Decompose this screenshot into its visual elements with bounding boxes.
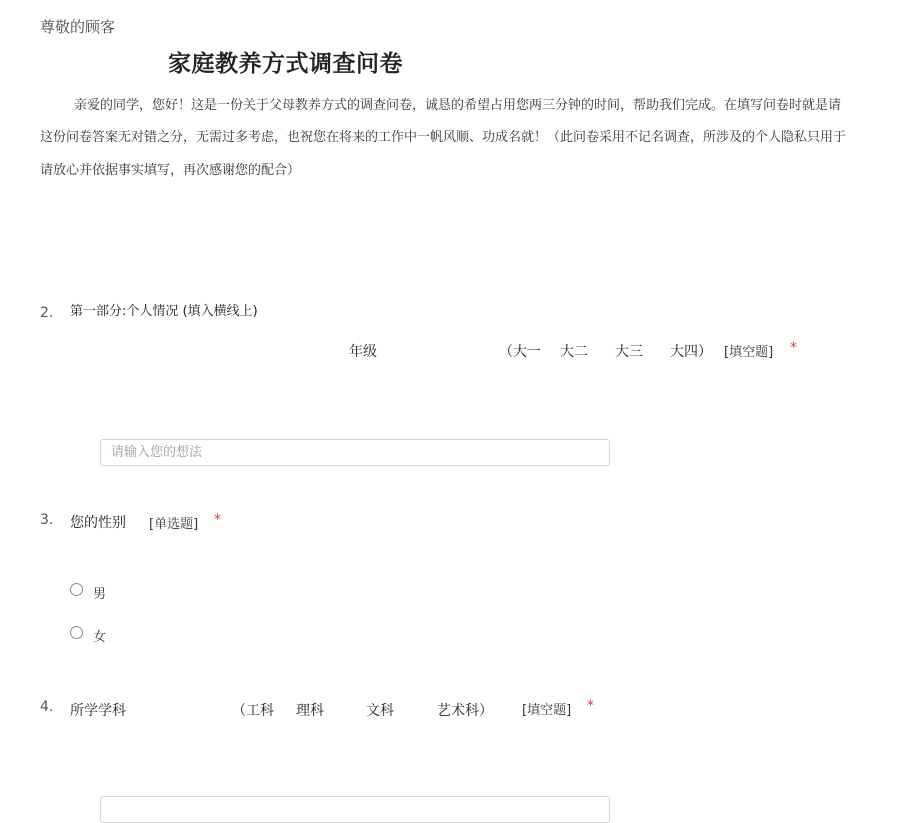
question-2-type-tag: [填空题] (724, 345, 774, 360)
question-4-option-3: 文科 (366, 703, 394, 719)
greeting-text: 尊敬的顾客 (40, 18, 116, 36)
question-2-option-4: 大四） (670, 344, 712, 360)
question-2-option-3: 大三 (615, 344, 643, 360)
question-2-required-mark: * (790, 340, 797, 356)
question-2-section: 第一部分:个人情况 (填入横线上) (70, 304, 258, 319)
question-4-option-2: 理科 (296, 703, 324, 719)
question-4-answer-input[interactable] (100, 796, 610, 823)
question-4-option-4: 艺术科） (437, 703, 493, 719)
question-3-type-tag: [单选题] (149, 517, 199, 532)
intro-line-1: 亲爱的同学，您好！这是一份关于父母教养方式的调查问卷，诚恳的希望占用您两三分钟的时间，帮助我们完成。在填写问卷时就是请 (74, 98, 842, 113)
gender-male-label[interactable]: 男 (93, 587, 107, 602)
intro-line-2: 这份问卷答案无对错之分，无需过多考虑，也祝您在将来的工作中一帆风顺、功成名就！（此问卷采用不记名调查，所涉及的个人隐私只用于 (40, 130, 847, 145)
question-2-label: 年级 (349, 344, 377, 360)
gender-male-radio[interactable] (70, 583, 83, 596)
question-4-required-mark: * (587, 698, 594, 714)
gender-female-radio[interactable] (70, 626, 83, 639)
question-4-label: 所学学科 (70, 703, 126, 719)
survey-title: 家庭教养方式调查问卷 (168, 51, 403, 77)
question-2-answer-input[interactable] (100, 439, 610, 466)
intro-line-3: 请放心并依据事实填写，再次感谢您的配合） (40, 163, 301, 178)
question-3-label: 您的性别 (70, 515, 126, 531)
gender-female-label[interactable]: 女 (93, 630, 107, 645)
question-4-number: 4. (40, 699, 54, 715)
question-2-option-2: 大二 (560, 344, 588, 360)
question-2-option-1: （大一 (499, 344, 541, 360)
question-3-number: 3. (40, 512, 54, 528)
question-4-type-tag: [填空题] (522, 703, 572, 718)
question-2-number: 2. (40, 305, 54, 321)
question-4-option-1: （工科 (232, 703, 274, 719)
question-3-required-mark: * (214, 512, 221, 528)
